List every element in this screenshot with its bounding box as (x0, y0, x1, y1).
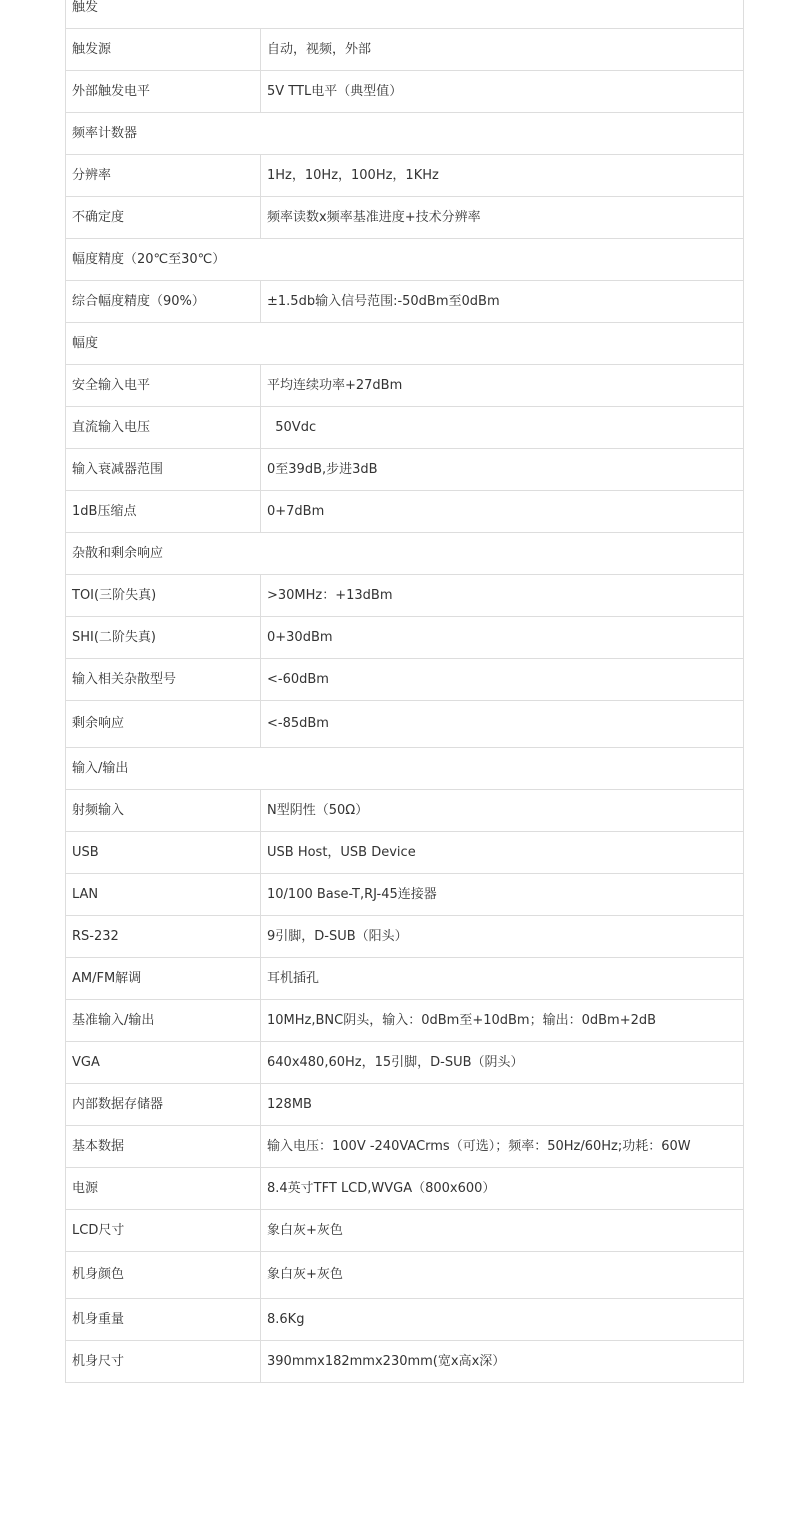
spec-row (66, 1299, 744, 1341)
spec-label: 机身颜色 (66, 1252, 261, 1299)
spec-row (66, 1042, 744, 1084)
spec-label: 机身重量 (66, 1299, 261, 1341)
spec-label: LAN (66, 874, 261, 916)
spec-row (66, 1341, 744, 1383)
spec-label: VGA (66, 1042, 261, 1084)
spec-value: 128MB (261, 1084, 744, 1126)
section-header-row (66, 113, 744, 155)
spec-label: 综合幅度精度（90%） (66, 281, 261, 323)
spec-row (66, 659, 744, 701)
spec-label: LCD尺寸 (66, 1210, 261, 1252)
spec-row (66, 407, 744, 449)
spec-row (66, 1084, 744, 1126)
spec-value: 50Vdc (261, 407, 744, 449)
section-header: 触发 (66, 0, 744, 29)
spec-value: 0至39dB,步进3dB (261, 449, 744, 491)
spec-row (66, 71, 744, 113)
spec-row (66, 197, 744, 239)
section-header: 频率计数器 (66, 113, 744, 155)
spec-row (66, 617, 744, 659)
spec-row (66, 1000, 744, 1042)
spec-label: AM/FM解调 (66, 958, 261, 1000)
spec-row (66, 1252, 744, 1299)
spec-row (66, 1168, 744, 1210)
section-header-row (66, 323, 744, 365)
spec-row (66, 916, 744, 958)
spec-row (66, 449, 744, 491)
spec-value: >30MHz：+13dBm (261, 575, 744, 617)
spec-label: 外部触发电平 (66, 71, 261, 113)
spec-label: 基本数据 (66, 1126, 261, 1168)
spec-value: 象白灰+灰色 (261, 1210, 744, 1252)
spec-row (66, 575, 744, 617)
spec-value: 640x480,60Hz，15引脚，D-SUB（阴头） (261, 1042, 744, 1084)
spec-label: 触发源 (66, 29, 261, 71)
spec-row (66, 491, 744, 533)
section-header-row (66, 239, 744, 281)
spec-label: 内部数据存储器 (66, 1084, 261, 1126)
spec-value: 平均连续功率+27dBm (261, 365, 744, 407)
spec-value: <-85dBm (261, 701, 744, 748)
section-header-row (66, 0, 744, 29)
spec-label: USB (66, 832, 261, 874)
spec-row (66, 1126, 744, 1168)
spec-value: 0+30dBm (261, 617, 744, 659)
spec-value: USB Host，USB Device (261, 832, 744, 874)
spec-value: 自动，视频，外部 (261, 29, 744, 71)
spec-value: N型阴性（50Ω） (261, 790, 744, 832)
spec-row (66, 790, 744, 832)
spec-table-body (66, 0, 744, 1383)
spec-value: 耳机插孔 (261, 958, 744, 1000)
spec-row (66, 281, 744, 323)
spec-label: 电源 (66, 1168, 261, 1210)
spec-row (66, 1210, 744, 1252)
spec-value: 10/100 Base-T,RJ-45连接器 (261, 874, 744, 916)
spec-row (66, 832, 744, 874)
spec-label: 基准输入/输出 (66, 1000, 261, 1042)
spec-row (66, 958, 744, 1000)
spec-value: 8.4英寸TFT LCD,WVGA（800x600） (261, 1168, 744, 1210)
spec-row (66, 365, 744, 407)
section-header-row (66, 533, 744, 575)
spec-label: 输入衰减器范围 (66, 449, 261, 491)
spec-value: 频率读数x频率基准进度+技术分辨率 (261, 197, 744, 239)
spec-value: 1Hz，10Hz，100Hz，1KHz (261, 155, 744, 197)
spec-label: 安全输入电平 (66, 365, 261, 407)
spec-value: 象白灰+灰色 (261, 1252, 744, 1299)
spec-label: 输入相关杂散型号 (66, 659, 261, 701)
section-header-row (66, 748, 744, 790)
spec-value: 输入电压：100V -240VACrms（可选）；频率：50Hz/60Hz;功耗：60W (261, 1126, 744, 1168)
spec-label: 射频输入 (66, 790, 261, 832)
spec-label: 不确定度 (66, 197, 261, 239)
spec-row (66, 701, 744, 748)
section-header: 幅度精度（20℃至30℃） (66, 239, 744, 281)
spec-value: 0+7dBm (261, 491, 744, 533)
spec-label: SHI(二阶失真) (66, 617, 261, 659)
spec-label: TOI(三阶失真) (66, 575, 261, 617)
spec-value: 5V TTL电平（典型值） (261, 71, 744, 113)
spec-value: ±1.5db输入信号范围:-50dBm至0dBm (261, 281, 744, 323)
spec-row (66, 155, 744, 197)
spec-label: RS-232 (66, 916, 261, 958)
section-header: 输入/输出 (66, 748, 744, 790)
section-header: 幅度 (66, 323, 744, 365)
spec-value: <-60dBm (261, 659, 744, 701)
spec-label: 直流输入电压 (66, 407, 261, 449)
spec-label: 1dB压缩点 (66, 491, 261, 533)
spec-value: 9引脚，D-SUB（阳头） (261, 916, 744, 958)
spec-row (66, 874, 744, 916)
spec-row (66, 29, 744, 71)
section-header: 杂散和剩余响应 (66, 533, 744, 575)
spec-label: 剩余响应 (66, 701, 261, 748)
spec-value: 10MHz,BNC阴头，输入：0dBm至+10dBm；输出：0dBm+2dB (261, 1000, 744, 1042)
spec-value: 8.6Kg (261, 1299, 744, 1341)
spec-value: 390mmx182mmx230mm(宽x高x深） (261, 1341, 744, 1383)
spec-table (65, 0, 744, 1383)
spec-label: 分辨率 (66, 155, 261, 197)
spec-label: 机身尺寸 (66, 1341, 261, 1383)
